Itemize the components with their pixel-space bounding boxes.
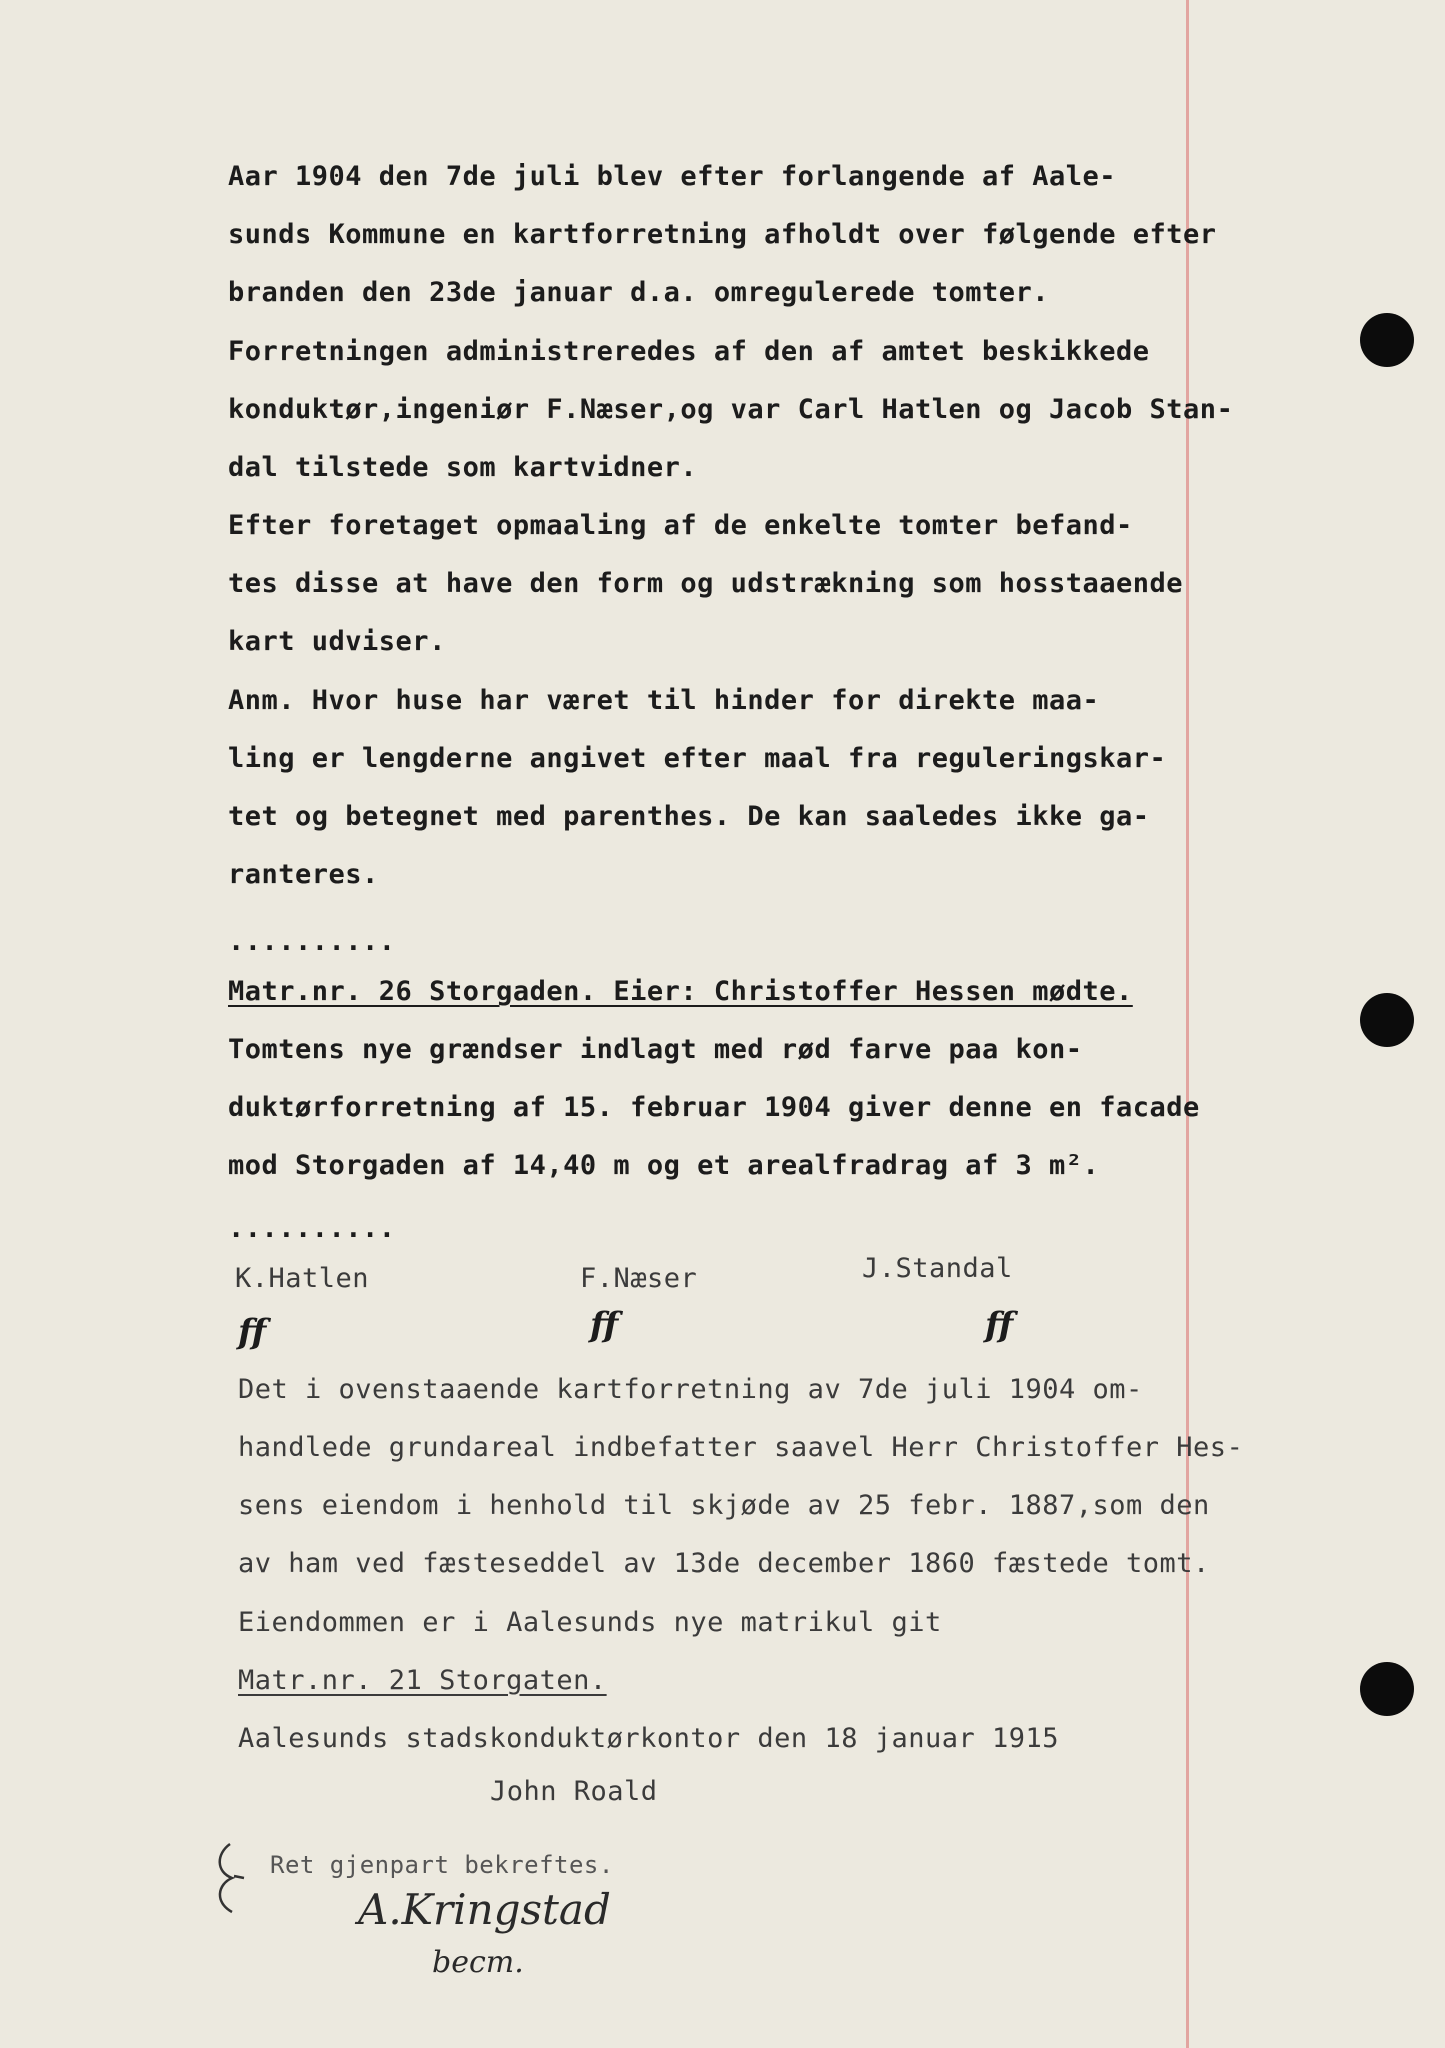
text-line: Anm. Hvor huse har været til hinder for direkte maa- — [228, 685, 1100, 716]
matr-new: Matr.nr. 21 Storgaten. — [238, 1665, 607, 1696]
text-line: dal tilstede som kartvidner. — [228, 452, 698, 483]
text-line: kart udviser. — [228, 626, 446, 657]
handwritten-title: becm. — [432, 1945, 524, 1980]
text-line: Eiendommen er i Aalesunds nye matrikul git — [238, 1607, 942, 1638]
text-line: ling er lengderne angivet efter maal fra reguleringskar- — [228, 743, 1167, 774]
punch-hole — [1360, 993, 1414, 1047]
signature-mark: ff — [590, 1305, 619, 1345]
text-line: sens eiendom i henhold til skjøde av 25 febr. 1887,som den — [238, 1490, 1210, 1521]
text-line: Aar 1904 den 7de juli blev efter forlangende af Aale- — [228, 161, 1117, 192]
signature-name: K.Hatlen — [235, 1263, 370, 1294]
punch-hole — [1360, 1662, 1414, 1716]
text-line: duktørforretning af 15. februar 1904 giver denne en facade — [228, 1092, 1200, 1123]
matr-heading: Matr.nr. 26 Storgaden. Eier: Christoffer Hessen mødte. — [228, 976, 1133, 1007]
text-line: Tomtens nye grændser indlagt med rød farve paa kon- — [228, 1034, 1083, 1065]
handwritten-signature: A.Kringstad — [358, 1885, 611, 1934]
initials-mark — [208, 1840, 248, 1934]
margin-rule — [1186, 0, 1189, 2048]
separator: .......... — [228, 926, 396, 957]
signature-mark: ff — [985, 1305, 1014, 1345]
text-line: mod Storgaden af 14,40 m og et arealfradrag af 3 m². — [228, 1150, 1100, 1181]
text-line: tes disse at have den form og udstrækning som hosstaaende — [228, 568, 1184, 599]
text-line: Forretningen administreredes af den af amtet beskikkede — [228, 336, 1150, 367]
text-line: konduktør,ingeniør F.Næser,og var Carl Hatlen og Jacob Stan- — [228, 394, 1234, 425]
text-line: handlede grundareal indbefatter saavel Herr Christoffer Hes- — [238, 1432, 1244, 1463]
text-line: sunds Kommune en kartforretning afholdt over følgende efter — [228, 219, 1217, 250]
text-line: ranteres. — [228, 859, 379, 890]
signer-name: John Roald — [490, 1776, 658, 1807]
signature-mark: ff — [238, 1312, 267, 1352]
text-line: Efter foretaget opmaaling af de enkelte tomter befand- — [228, 510, 1133, 541]
text-line: av ham ved fæsteseddel av 13de december 1860 fæstede tomt. — [238, 1548, 1210, 1579]
signature-name: F.Næser — [580, 1263, 698, 1294]
separator: .......... — [228, 1213, 396, 1244]
text-line: branden den 23de januar d.a. omregulerede tomter. — [228, 277, 1050, 308]
punch-hole — [1360, 313, 1414, 367]
text-line: Det i ovenstaaende kartforretning av 7de juli 1904 om- — [238, 1374, 1143, 1405]
text-line: tet og betegnet med parenthes. De kan saaledes ikke ga- — [228, 801, 1150, 832]
certification: Ret gjenpart bekreftes. — [270, 1851, 614, 1879]
signature-name: J.Standal — [862, 1253, 1013, 1284]
office-line: Aalesunds stadskonduktørkontor den 18 januar 1915 — [238, 1723, 1060, 1754]
